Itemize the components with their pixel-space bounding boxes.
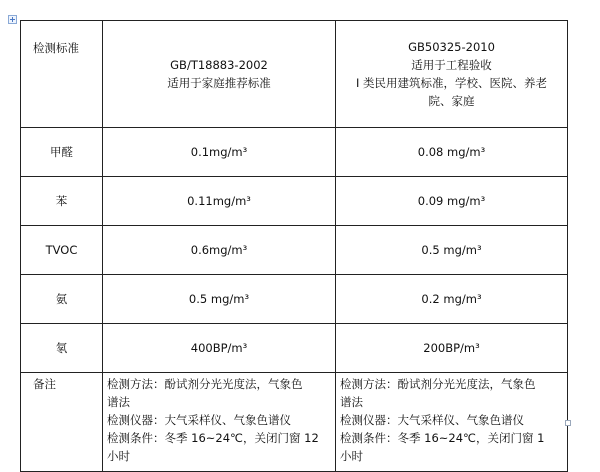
note-line: 检测方法：酚试剂分光光度法，气象色 (340, 377, 536, 391)
standard-gb50325-cell (336, 21, 568, 128)
notes-row (21, 373, 568, 472)
table-row (21, 226, 568, 275)
note-gb50325-cell (336, 373, 568, 472)
note-line: 谱法 (340, 395, 363, 409)
limit-value-gbt18883: 0.11mg/m³ (103, 177, 336, 226)
standard-label-cell (21, 21, 103, 128)
pollutant-name: 苯 (21, 177, 103, 226)
standards-table (20, 20, 568, 472)
table-move-handle-icon[interactable] (8, 15, 17, 24)
pollutant-name: 甲醛 (21, 128, 103, 177)
standard-scope-detail: 院、家庭 (428, 94, 475, 108)
note-line: 检测仪器：大气采样仪、气象色谱仪 (107, 413, 291, 427)
note-gbt18883-cell (103, 373, 336, 472)
limit-value-gb50325: 0.5 mg/m³ (336, 226, 568, 275)
note-line: 检测条件：冬季 16~24℃，关闭门窗 12 (107, 431, 319, 445)
standard-label: 检测标准 (33, 41, 79, 55)
table-resize-handle-icon[interactable] (565, 420, 571, 426)
standard-gbt18883-cell (103, 21, 336, 128)
pollutant-name: TVOC (21, 226, 103, 275)
limit-value-gbt18883: 0.5 mg/m³ (103, 275, 336, 324)
note-line: 检测条件：冬季 16~24℃，关闭门窗 1 (340, 431, 545, 445)
standard-code: GB/T18883-2002 (170, 58, 268, 72)
pollutant-name: 氡 (21, 324, 103, 373)
table-row (21, 324, 568, 373)
note-line: 小时 (107, 449, 130, 463)
limit-value-gbt18883: 0.1mg/m³ (103, 128, 336, 177)
standard-scope-detail: Ⅰ 类民用建筑标准，学校、医院、养老 (355, 76, 548, 90)
header-row (21, 21, 568, 128)
note-line: 检测仪器：大气采样仪、气象色谱仪 (340, 413, 524, 427)
table-row (21, 275, 568, 324)
note-line: 谱法 (107, 395, 130, 409)
standard-scope: 适用于家庭推荐标准 (167, 76, 271, 90)
limit-value-gb50325: 0.09 mg/m³ (336, 177, 568, 226)
standard-scope: 适用于工程验收 (411, 58, 492, 72)
pollutant-name: 氨 (21, 275, 103, 324)
note-line: 小时 (340, 449, 363, 463)
note-label: 备注 (21, 373, 103, 472)
limit-value-gb50325: 200BP/m³ (336, 324, 568, 373)
limit-value-gb50325: 0.08 mg/m³ (336, 128, 568, 177)
table-row (21, 128, 568, 177)
limit-value-gbt18883: 0.6mg/m³ (103, 226, 336, 275)
table-row (21, 177, 568, 226)
note-line: 检测方法：酚试剂分光光度法，气象色 (107, 377, 303, 391)
limit-value-gb50325: 0.2 mg/m³ (336, 275, 568, 324)
standard-code: GB50325-2010 (408, 40, 495, 54)
limit-value-gbt18883: 400BP/m³ (103, 324, 336, 373)
